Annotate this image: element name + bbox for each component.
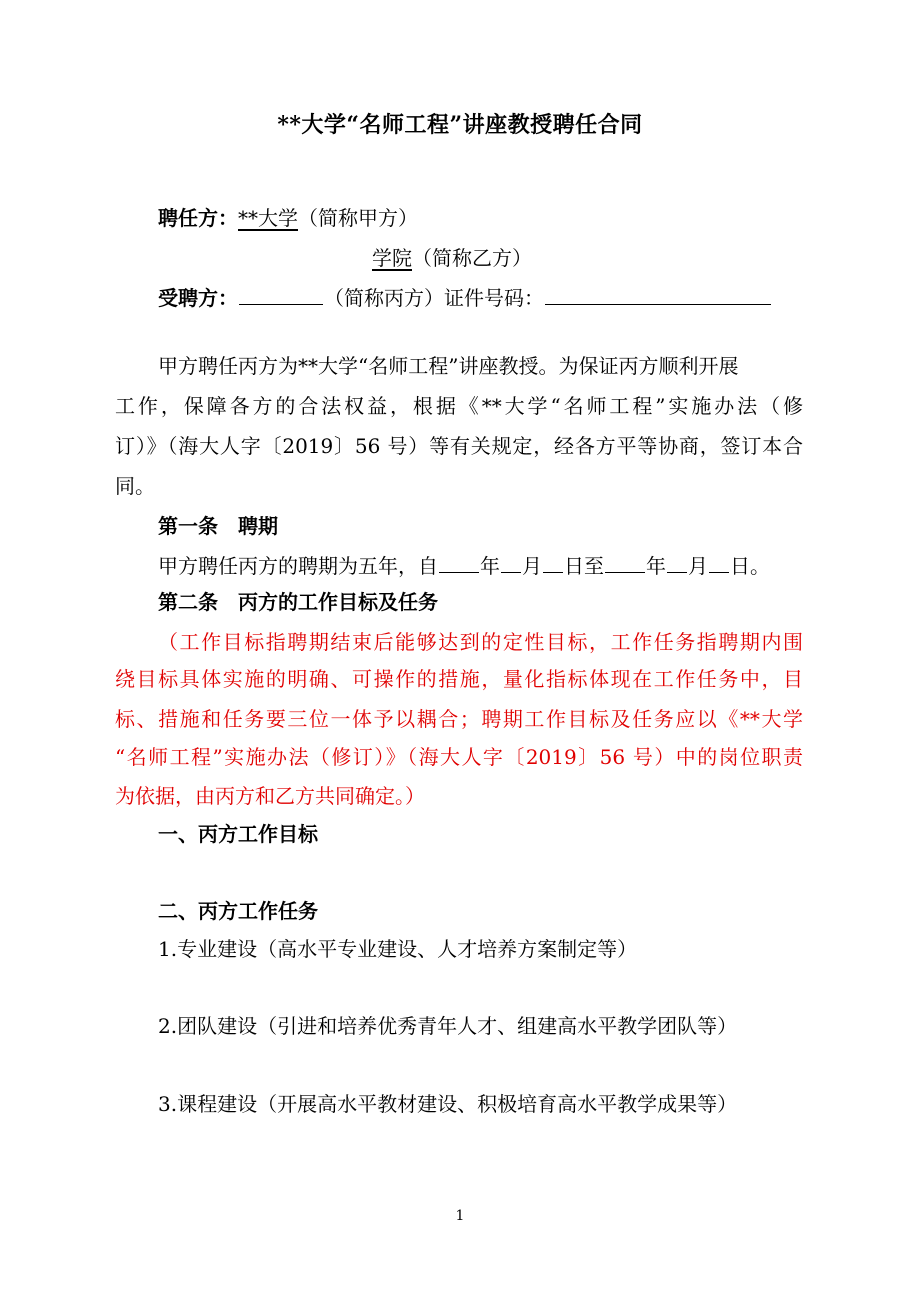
end-day-blank[interactable] [709, 550, 729, 573]
employer-note: （简称甲方） [298, 206, 418, 230]
article1-term-line: 甲方聘任丙方的聘期为五年，自 年 月 日至 年 月 日。 [158, 550, 770, 580]
task-item-1: 1.专业建设（高水平专业建设、人才培养方案制定等） [158, 937, 638, 961]
employer-line [158, 204, 418, 232]
intro-line-2: 工作，保障各方的合法权益，根据《**大学“名师工程”实施办法（修 [115, 394, 803, 418]
red-note-line-1: （工作目标指聘期结束后能够达到的定性目标，工作任务指聘期内围 [158, 630, 803, 654]
section-work-goals: 一、丙方工作目标 [158, 822, 318, 846]
employee-line [158, 282, 772, 312]
start-month-blank[interactable] [501, 550, 521, 573]
end-year-blank[interactable] [605, 550, 645, 573]
red-note-line-4: “名师工程”实施办法（修订）》（海大人字〔2019〕56 号）中的岗位职责 [115, 745, 803, 769]
article2-heading: 第二条 丙方的工作目标及任务 [158, 590, 438, 614]
red-note-line-2: 绕目标具体实施的明确、可操作的措施，量化指标体现在工作任务中，目 [115, 667, 803, 691]
employer-name: **大学 [238, 206, 298, 230]
intro-line-4: 同。 [115, 474, 155, 498]
college-name: 学院 [372, 246, 412, 270]
start-day-blank[interactable] [543, 550, 563, 573]
red-note-line-3: 标、措施和任务要三位一体予以耦合；聘期工作目标及任务应以《**大学 [115, 707, 803, 731]
task-item-3: 3.课程建设（开展高水平教材建设、积极培育高水平教学成果等） [158, 1092, 738, 1116]
start-year-blank[interactable] [439, 550, 479, 573]
college-line [244, 244, 532, 272]
employee-name-blank[interactable] [239, 282, 323, 305]
employee-label: 受聘方： [158, 286, 238, 310]
task-item-2: 2.团队建设（引进和培养优秀青年人才、组建高水平教学团队等） [158, 1014, 738, 1038]
term-text: 甲方聘任丙方的聘期为五年，自 [158, 554, 438, 578]
id-number-blank[interactable] [545, 282, 771, 305]
section-work-tasks: 二、丙方工作任务 [158, 899, 318, 923]
employer-label: 聘任方： [158, 206, 238, 230]
intro-line-3: 订）》（海大人字〔2019〕56 号）等有关规定，经各方平等协商，签订本合 [115, 434, 803, 458]
red-note-line-5: 为依据，由丙方和乙方共同确定。） [115, 784, 425, 808]
intro-line-1: 甲方聘任丙方为**大学“名师工程”讲座教授。为保证丙方顺利开展 [158, 354, 739, 378]
employee-note: （简称丙方）证件号码： [324, 286, 544, 310]
end-month-blank[interactable] [667, 550, 687, 573]
document-title: **大学“名师工程”讲座教授聘任合同 [277, 112, 643, 138]
page-number: 1 [455, 1208, 465, 1224]
article1-heading: 第一条 聘期 [158, 514, 278, 538]
college-note: （简称乙方） [412, 246, 532, 270]
